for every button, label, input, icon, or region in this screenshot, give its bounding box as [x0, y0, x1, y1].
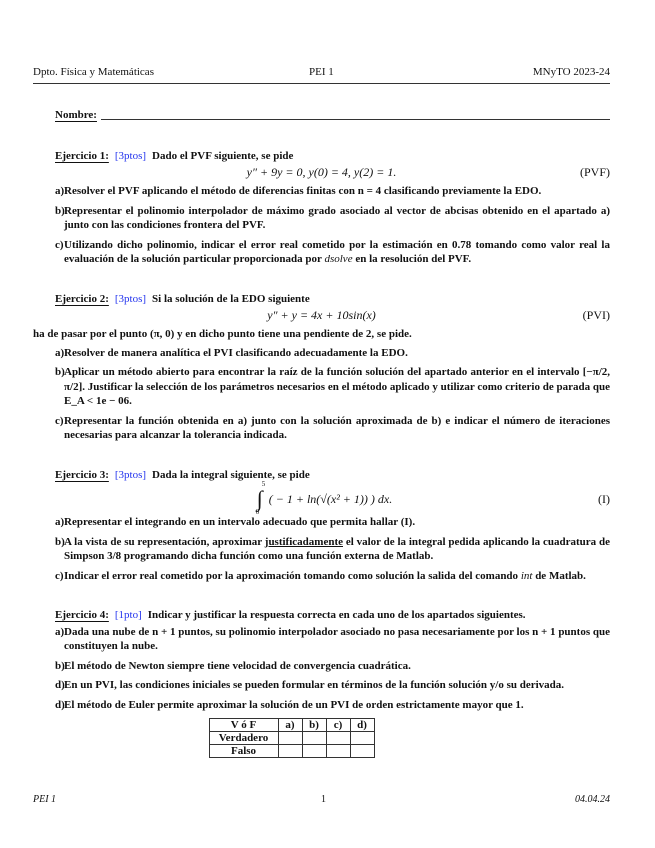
spacer — [33, 448, 610, 468]
item-1b — [55, 204, 610, 233]
integral-expression — [251, 480, 393, 516]
item-4c — [55, 678, 610, 693]
item-2a — [55, 346, 610, 361]
points: [1pto] — [114, 609, 142, 621]
item-text: Dada una nube de n + 1 puntos, su polinomio interpolador asociado no pasa necesariamente por los n + 1 puntos que constituyen la nube. — [64, 625, 610, 652]
item-text: El método de Euler permite aproximar la solución de un PVI de orden estrictamente mayor que 1. — [64, 698, 524, 711]
table-header: a) — [278, 719, 302, 732]
item-text: El método de Newton siempre tiene velocidad de convergencia cuadrática. — [64, 659, 411, 672]
item-marker: b) — [55, 366, 65, 378]
exercise-label: Ejercicio 1: — [55, 149, 109, 162]
item-3a — [55, 515, 610, 530]
text: de Matlab. — [532, 569, 586, 582]
table-row — [209, 745, 374, 758]
spacer — [33, 272, 610, 292]
item-2b — [55, 365, 610, 409]
equation-row — [33, 480, 610, 516]
table-header-row — [209, 719, 374, 732]
item-marker: a) — [55, 625, 65, 638]
item-marker: c) — [55, 569, 64, 582]
item-marker: d) — [55, 698, 65, 711]
name-row — [55, 108, 610, 123]
item-text: Resolver el PVF aplicando el método de diferencias finitas con n = 4 clasificando previamente la EDO. — [64, 185, 542, 197]
item-2c — [55, 414, 610, 443]
points: [3ptos] — [114, 468, 147, 481]
emphasis: justificadamente — [264, 535, 343, 548]
exam-content — [33, 108, 610, 758]
item-text: Representar la función obtenida en a) junto con la solución aproximada de b) e indicar el número de iteraciones necesarias para alcanzar la tolerancia indicada. — [64, 414, 610, 441]
exercise-label: Ejercicio 3: — [55, 468, 109, 481]
answer-cell[interactable] — [278, 732, 302, 745]
header-rule — [33, 83, 610, 84]
name-label: Nombre: — [55, 109, 97, 121]
item-marker: d) — [55, 679, 65, 691]
exercise-label: Ejercicio 2: — [55, 292, 109, 305]
row-label: Falso — [209, 745, 278, 758]
true-false-table — [209, 718, 375, 758]
page-number: 1 — [321, 794, 326, 805]
table-header: b) — [302, 719, 326, 732]
equation-row — [33, 308, 610, 326]
equation-integral-wrap — [33, 480, 610, 516]
footer-date: 04.04.24 — [575, 794, 610, 805]
text: Utilizando dicho polinomio, indicar el error real cometido por la estimación en 0.78 tomando como valor real la evaluación de la solución particular proporcionada por — [64, 238, 610, 265]
exercise-intro: Dado el PVF siguiente, se pide — [152, 149, 294, 162]
item-4a — [55, 625, 610, 654]
equation-tag: (PVI) — [582, 308, 610, 322]
equation-tag: (I) — [598, 492, 610, 506]
header-exam: PEI 1 — [309, 66, 334, 78]
item-1a — [55, 184, 610, 199]
integral-sign-icon: ∫ 5 0 — [255, 480, 266, 516]
table-header: c) — [326, 719, 350, 732]
text: A la vista de su representación, aproximar — [64, 535, 265, 548]
table-header: V ó F — [209, 719, 278, 732]
integral-lower-limit: 0 — [255, 508, 260, 516]
answer-cell[interactable] — [326, 745, 350, 758]
exercise-3-title — [55, 468, 610, 483]
exercise-intro: Indicar y justificar la respuesta correcta en cada uno de los apartados siguientes. — [147, 609, 526, 621]
answer-cell[interactable] — [302, 732, 326, 745]
header-department: Dpto. Física y Matemáticas — [33, 66, 154, 78]
exercise-4-title — [55, 608, 610, 623]
text: Indicar el error real cometido por la aproximación tomando como solución la salida del comando — [64, 569, 521, 582]
item-marker: a) — [55, 516, 65, 528]
equation-pvi: y″ + y = 4x + 10sin(x) — [267, 308, 376, 322]
integral-upper-limit: 5 — [261, 480, 266, 488]
text: el valor de la integral pedida aplicando la cuadratura de Simpson 3/8 programando dicha función como una función externa de Matlab. — [64, 535, 610, 562]
equation-pvf: y″ + 9y = 0, y(0) = 4, y(2) = 1. — [246, 165, 397, 179]
header-course: MNyTO 2023-24 — [532, 66, 610, 78]
table-row — [209, 732, 374, 745]
table-header: d) — [350, 719, 374, 732]
exercise-2-title — [55, 292, 610, 307]
answer-cell[interactable] — [278, 745, 302, 758]
item-text: Resolver de manera analítica el PVI clasificando adecuadamente la EDO. — [64, 346, 408, 359]
item-marker: b) — [55, 535, 65, 548]
item-marker: a) — [55, 185, 65, 197]
equation-integral: ( − 1 + ln(√(x² + 1)) ) dx. — [268, 491, 393, 506]
exercise-label: Ejercicio 4: — [55, 609, 109, 621]
item-text — [64, 569, 610, 584]
exercise-intro: Si la solución de la EDO siguiente — [152, 292, 310, 305]
command-name: dsolve — [324, 253, 353, 265]
item-text — [64, 238, 610, 267]
item-text: Aplicar un método abierto para encontrar la raíz de la función solución del apartado anterior en el intervalo [−π/2, π/2]. Justificar la selección de los parámetros necesarios en el método aplicado y utilizar como criterio de parada que E_A < 1e − 06. — [64, 366, 610, 407]
row-label: Verdadero — [209, 732, 278, 745]
item-marker: b) — [55, 204, 65, 217]
item-text — [64, 535, 610, 564]
answer-cell[interactable] — [326, 732, 350, 745]
text: en la resolución del PVF. — [352, 253, 472, 265]
spacer — [33, 588, 610, 608]
item-4b — [55, 659, 610, 674]
answer-cell[interactable] — [350, 745, 374, 758]
command-name: int — [520, 569, 533, 582]
exercise-1-title — [55, 149, 610, 164]
item-marker: b) — [55, 659, 65, 672]
equation-row — [33, 165, 610, 183]
points: [3ptos] — [114, 149, 147, 162]
item-marker: c) — [55, 238, 64, 251]
name-field[interactable] — [101, 119, 610, 120]
item-4d — [55, 698, 610, 713]
item-text: Representar el integrando en un intervalo adecuado que permita hallar (I). — [64, 516, 416, 528]
equation-tag: (PVF) — [579, 165, 610, 179]
item-3b — [55, 535, 610, 564]
item-marker: a) — [55, 346, 65, 359]
item-text: En un PVI, las condiciones iniciales se pueden formular en términos de la función solución y/o su derivada. — [64, 679, 565, 691]
answer-cell[interactable] — [350, 732, 374, 745]
footer-left: PEI 1 — [33, 794, 57, 805]
points: [3ptos] — [114, 292, 147, 305]
item-text: Representar el polinomio interpolador de máximo grado asociado al vector de abcisas obtenido en el apartado a) junto con las condiciones frontera del PVF. — [64, 204, 610, 231]
exercise-2-continuation: ha de pasar por el punto (π, 0) y en dicho punto tiene una pendiente de 2, se pide. — [33, 328, 412, 340]
exercise-intro: Dada la integral siguiente, se pide — [152, 468, 310, 481]
answer-cell[interactable] — [302, 745, 326, 758]
item-1c — [55, 238, 610, 267]
item-marker: c) — [55, 414, 64, 427]
item-3c — [55, 569, 610, 584]
